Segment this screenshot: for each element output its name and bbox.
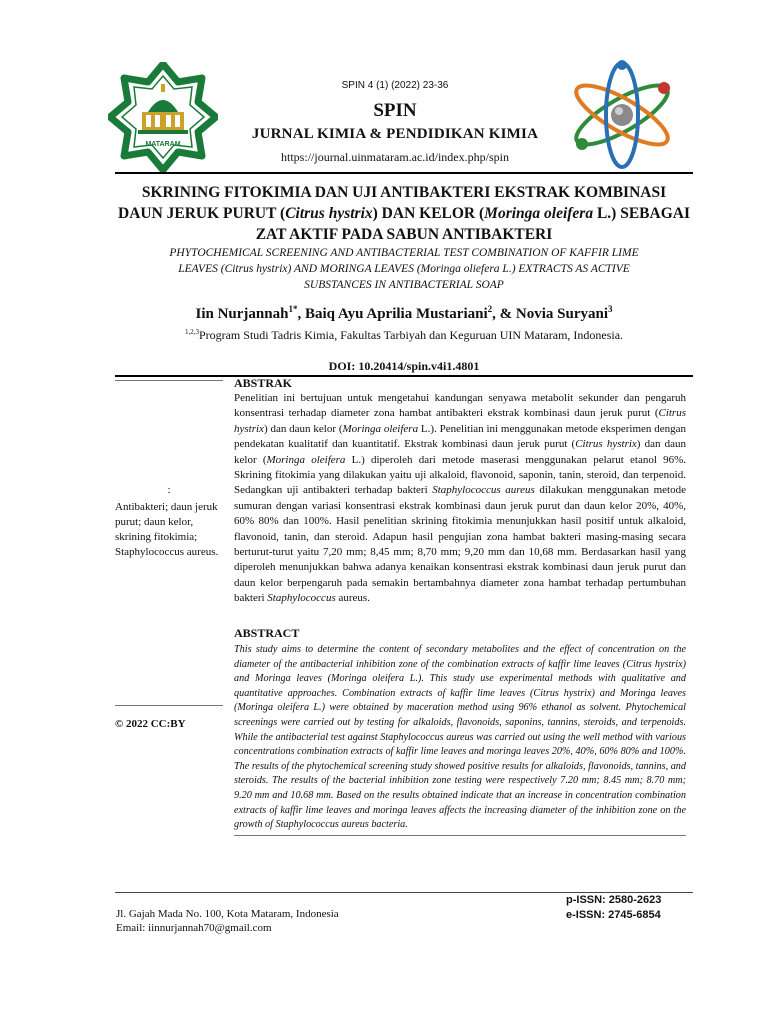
doi-link[interactable]: DOI: 10.20414/spin.v4i1.4801 xyxy=(328,359,480,373)
sidebar-rule-1 xyxy=(115,380,223,381)
keywords: Antibakteri; daun jeruk purut; daun kelor, skrining fitokimia; Staphylococcus aureus. xyxy=(115,501,219,558)
footer-divider xyxy=(115,892,693,893)
journal-full-title: JURNAL KIMIA & PENDIDIKAN KIMIA xyxy=(251,126,539,142)
abstrak-heading: ABSTRAK xyxy=(234,376,293,390)
abstract-body: This study aims to determine the content of secondary metabolites and the effect of concentration on the diameter of the antibacterial inhibition zone of the combination extracts of kaffir lime leaves (Citrus hystrix) and Moringa leaves (Moringa oleifera L.). This study use experimental methods with qualitative and quantitative approaches. Combination extracts of kaffir lime leaves (Citrus hystrix) and Moringa leaves (Moringa oleifera L.) were obtained by maceration method using 96% ethanol as solvent. Phytochemical screenings were carried out by testing for alkaloids, flavonoids, saponins, tannins, steroids, and terpenoids. While the antibacterial test against Staphylococcus aureus was carried out using the well method with various concentrations combination extracts of kaffir lime leaves and moringa leaves 20%, 40%, 60% 80% and 100%. The results of the phytochemical screening study showed positive results for alkaloids, flavonoids, tannins, and steroids. The results of the bacterial inhibition zone testing were respectively 7.20 mm; 8.45 mm; 8.70 mm; 9.20 mm and 10.68 mm. Based on the results obtained indicate that an increase in concentration combination extracts of kaffir lime leaves and moringa leaves affects the increasing diameter of the inhibition zone on the growth of Staphylococcus aureus bacteria. xyxy=(234,644,686,831)
e-issn: e-ISSN: 2745-6854 xyxy=(566,909,661,921)
footer-address: Jl. Gajah Mada No. 100, Kota Mataram, Indonesia xyxy=(116,908,339,920)
abstract-heading: ABSTRACT xyxy=(234,626,300,640)
logo-text: MATARAM xyxy=(145,141,181,148)
header-divider xyxy=(115,172,693,174)
atom-logo xyxy=(562,60,682,170)
abstrak-body: Penelitian ini bertujuan untuk mengetahui kandungan senyawa metabolit sekunder dan pengaruh konsentrasi terhadap diameter zona hambat antibakteri ekstrak kombinasi daun jeruk purut (Citrus hystrix) dan daun kelor (Moringa oleifera L.). Penelitian ini menggunakan metode eksperimen dengan pendekatan kualitatif dan kuantitatif. Ekstrak kombinasi daun jeruk purut (Citrus hystrix) dan daun kelor (Moringa oleifera L.) diperoleh dari metode maserasi menggunakan pelarut etanol 96%. Skrining fitokimia yang dilakukan yaitu uji alkaloid, flavonoid, saponin, tanin, steroid, dan terpenoid. Sedangkan uji antibakteri terhadap bakteri Staphylococcus aureus dilakukan menggunakan metode sumuran dengan variasi konsentrasi ekstrak kombinasi daun jeruk purut dan daun kelor 20%, 40%, 60% 80% dan 100%. Hasil penelitian skrining fitokimia menunjukkan hasil positif untuk alkaloid, flavonoid, tanin, dan steroid. Adapun hasil pengujian zona hambat bakteri masing-masing secara berturut-turut yaitu 7,20 mm; 8,45 mm; 8,70 mm; 9,20 mm dan 10,68 mm. Berdasarkan hasil yang diperoleh menunjukkan bahwa adanya kenaikan konsentrasi ekstrak kombinasi daun jeruk purut dan daun kelor berpengaruh pada semakin bertambahnya diameter zona hambat terhadap pertumbuhan bakteri Staphylococcus aureus. xyxy=(234,392,687,605)
doi-divider xyxy=(115,375,693,377)
license: © 2022 CC:BY xyxy=(115,718,186,730)
author-list: Iin Nurjannah$^{1*}$, Baiq Ayu Aprilia Mustariani$^2$, & Novia Suryani$^3$ xyxy=(195,304,613,322)
nucleus-icon xyxy=(611,104,633,126)
affiliation: $^{1,2,3}$Program Studi Tadris Kimia, Fakultas Tarbiyah dan Keguruan UIN Mataram, Indonesia. xyxy=(184,328,624,342)
abstract-bottom-rule xyxy=(234,835,686,836)
journal-url[interactable]: https://journal.uinmataram.ac.id/index.php/spin xyxy=(281,150,509,164)
sidebar-rule-2 xyxy=(115,705,223,706)
citation-line: SPIN 4 (1) (2022) 23-36 xyxy=(341,80,449,91)
paper-title-english: PHYTOCHEMICAL SCREENING AND ANTIBACTERIAL TEST COMBINATION OF KAFFIR LIME LEAVES (Citrus hystrix) AND MORINGA LEAVES (Moringa oliefera L.) EXTRACTS AS ACTIVE SUBSTANCES IN ANTIBACTERIAL SOAP xyxy=(169,247,639,291)
journal-short-title: SPIN xyxy=(373,100,417,121)
paper-title-indonesian: SKRINING FITOKIMIA DAN UJI ANTIBAKTERI EKSTRAK KOMBINASI DAUN JERUK PURUT (Citrus hystrix) DAN KELOR (Moringa oleifera L.) SEBAGAI ZAT AKTIF PADA SABUN ANTIBAKTERI xyxy=(118,184,690,243)
uin-mataram-logo xyxy=(108,62,218,172)
p-issn: p-ISSN: 2580-2623 xyxy=(566,894,662,906)
keywords-label: : xyxy=(167,484,171,496)
footer-email[interactable]: Email: iinnurjannah70@gmail.com xyxy=(116,922,272,934)
